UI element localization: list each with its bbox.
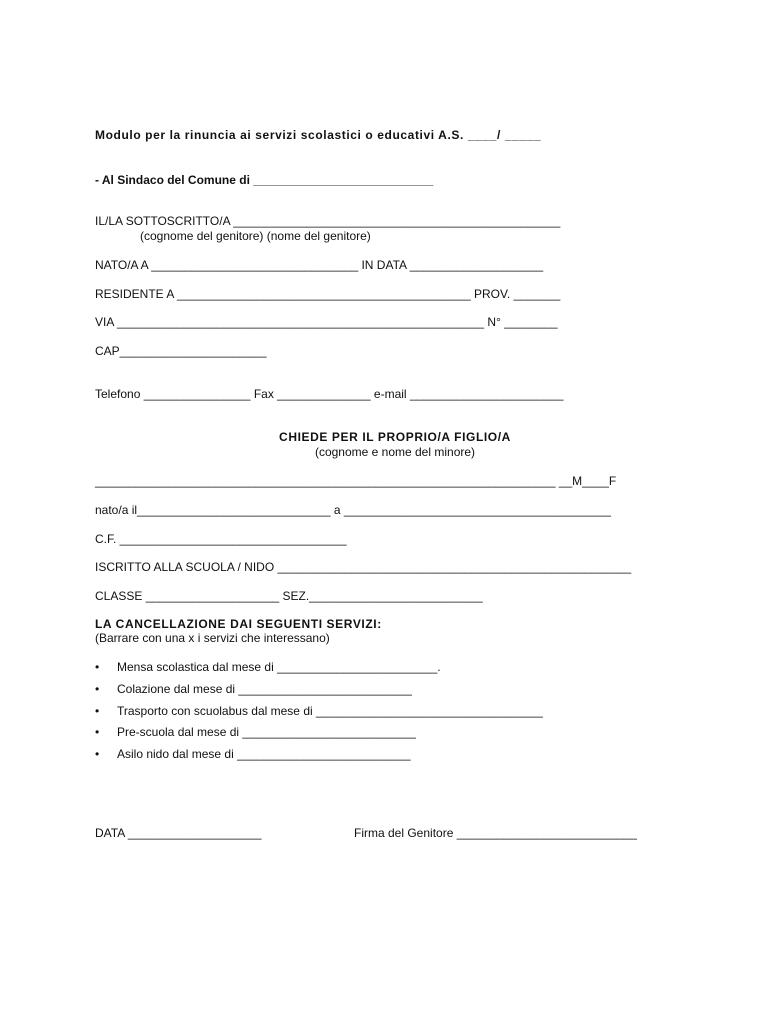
bullet-icon: •	[95, 704, 100, 718]
service-item-colazione[interactable]	[95, 682, 412, 696]
recipient-line: - Al Sindaco del Comune di ___________________________	[95, 173, 434, 187]
service-label: Trasporto con scuolabus dal mese di __________________________________	[117, 704, 543, 718]
form-title: Modulo per la rinuncia ai servizi scolastici o educativi A.S. ____/ _____	[95, 128, 542, 142]
signature-field[interactable]: Firma del Genitore ___________________________	[354, 826, 637, 840]
school-field[interactable]: ISCRITTO ALLA SCUOLA / NIDO _____________________________________________________	[95, 560, 632, 574]
class-section-field[interactable]: CLASSE ____________________ SEZ.__________________________	[95, 589, 483, 603]
request-hint: (cognome e nome del minore)	[314, 445, 476, 459]
street-field[interactable]: VIA _______________________________________________________ N° ________	[95, 315, 558, 329]
child-birth-field[interactable]: nato/a il_____________________________ a ________________________________________	[95, 503, 611, 517]
tax-code-field[interactable]: C.F. __________________________________	[95, 532, 347, 546]
declarant-name-field[interactable]: IL/LA SOTTOSCRITTO/A _________________________________________________	[95, 214, 561, 228]
cap-field[interactable]: CAP______________________	[95, 344, 267, 358]
birth-place-date-field[interactable]: NATO/A A _______________________________ IN DATA ____________________	[95, 258, 544, 272]
bullet-icon: •	[95, 725, 100, 739]
bullet-icon: •	[95, 682, 100, 696]
service-item-mensa[interactable]	[95, 660, 441, 674]
contacts-field[interactable]: Telefono ________________ Fax ______________ e-mail _______________________	[95, 387, 564, 401]
request-heading: CHIEDE PER IL PROPRIO/A FIGLIO/A	[279, 430, 511, 444]
residence-field[interactable]: RESIDENTE A ____________________________________________ PROV. _______	[95, 287, 561, 301]
service-item-trasporto[interactable]	[95, 704, 543, 718]
service-label: Pre-scuola dal mese di __________________________	[117, 725, 416, 739]
service-label: Mensa scolastica dal mese di ________________________.	[117, 660, 441, 674]
service-item-asilo-nido[interactable]	[95, 747, 411, 761]
cancellation-instruction: (Barrare con una x i servizi che interessano)	[95, 631, 330, 645]
cancellation-heading: LA CANCELLAZIONE DAI SEGUENTI SERVIZI:	[95, 617, 382, 631]
bullet-icon: •	[95, 660, 100, 674]
declarant-name-hint: (cognome del genitore) (nome del genitore)	[140, 229, 371, 243]
service-label: Colazione dal mese di __________________________	[117, 682, 412, 696]
service-item-prescuola[interactable]	[95, 725, 416, 739]
date-field[interactable]: DATA ____________________	[95, 826, 262, 840]
service-label: Asilo nido dal mese di __________________________	[117, 747, 411, 761]
bullet-icon: •	[95, 747, 100, 761]
child-name-field[interactable]: _____________________________________________________________________ __M____F	[95, 474, 617, 488]
